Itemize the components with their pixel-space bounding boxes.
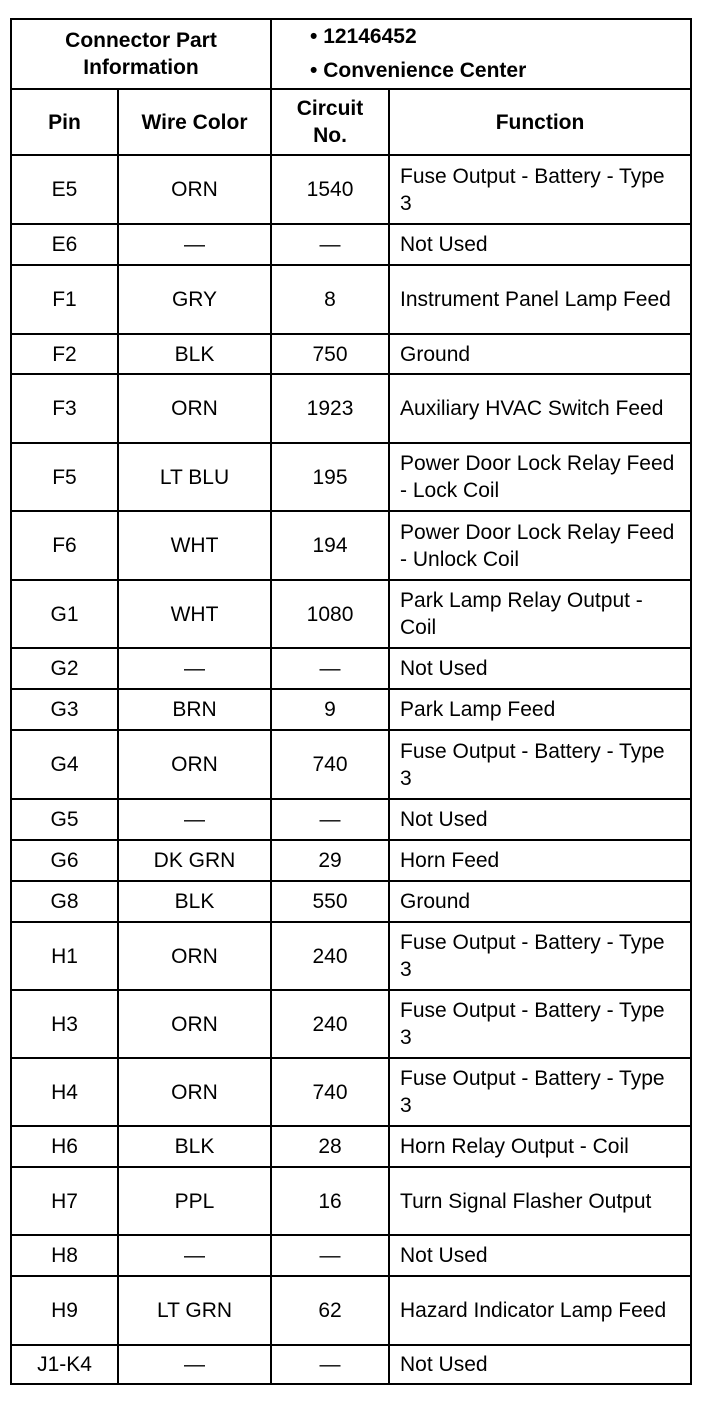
function-cell: Horn Relay Output - Coil bbox=[389, 1126, 691, 1167]
wire-color-cell: BLK bbox=[118, 881, 271, 922]
wire-color-cell: GRY bbox=[118, 265, 271, 334]
pin-cell: G2 bbox=[11, 648, 118, 689]
header-wire-color: Wire Color bbox=[118, 89, 271, 155]
circuit-cell: — bbox=[271, 1345, 389, 1384]
pin-cell: F6 bbox=[11, 511, 118, 580]
circuit-cell: 28 bbox=[271, 1126, 389, 1167]
circuit-cell: 29 bbox=[271, 840, 389, 881]
wire-color-cell: ORN bbox=[118, 1058, 271, 1126]
circuit-cell: 62 bbox=[271, 1276, 389, 1345]
function-cell: Park Lamp Relay Output - Coil bbox=[389, 580, 691, 648]
table-row bbox=[11, 730, 691, 799]
pin-cell: G6 bbox=[11, 840, 118, 881]
circuit-cell: 750 bbox=[271, 334, 389, 374]
pin-cell: H8 bbox=[11, 1235, 118, 1276]
table-row bbox=[11, 1235, 691, 1276]
wire-color-cell: WHT bbox=[118, 511, 271, 580]
table-row bbox=[11, 580, 691, 648]
wire-color-cell: — bbox=[118, 1235, 271, 1276]
circuit-cell: — bbox=[271, 1235, 389, 1276]
wire-color-cell: ORN bbox=[118, 374, 271, 443]
pin-cell: E6 bbox=[11, 224, 118, 265]
pin-cell: H4 bbox=[11, 1058, 118, 1126]
wire-color-cell: BLK bbox=[118, 1126, 271, 1167]
function-cell: Fuse Output - Battery - Type 3 bbox=[389, 1058, 691, 1126]
pin-cell: F5 bbox=[11, 443, 118, 511]
pin-cell: H7 bbox=[11, 1167, 118, 1235]
connector-pin-table bbox=[10, 18, 692, 1385]
table-row bbox=[11, 689, 691, 730]
circuit-cell: 1540 bbox=[271, 155, 389, 224]
pin-cell: F3 bbox=[11, 374, 118, 443]
function-cell: Instrument Panel Lamp Feed bbox=[389, 265, 691, 334]
function-cell: Ground bbox=[389, 334, 691, 374]
circuit-cell: 16 bbox=[271, 1167, 389, 1235]
pin-cell: G8 bbox=[11, 881, 118, 922]
function-cell: Horn Feed bbox=[389, 840, 691, 881]
circuit-cell: 740 bbox=[271, 730, 389, 799]
table-row bbox=[11, 799, 691, 840]
pin-cell: H3 bbox=[11, 990, 118, 1058]
table-row bbox=[11, 648, 691, 689]
pin-cell: E5 bbox=[11, 155, 118, 224]
wire-color-cell: — bbox=[118, 799, 271, 840]
function-cell: Fuse Output - Battery - Type 3 bbox=[389, 155, 691, 224]
wire-color-cell: BRN bbox=[118, 689, 271, 730]
table-row bbox=[11, 1058, 691, 1126]
pin-cell: H6 bbox=[11, 1126, 118, 1167]
pin-cell: F1 bbox=[11, 265, 118, 334]
wire-color-cell: — bbox=[118, 1345, 271, 1384]
pin-cell: G3 bbox=[11, 689, 118, 730]
function-cell: Park Lamp Feed bbox=[389, 689, 691, 730]
function-cell: Not Used bbox=[389, 799, 691, 840]
circuit-cell: 240 bbox=[271, 990, 389, 1058]
circuit-cell: 1080 bbox=[271, 580, 389, 648]
wire-color-cell: LT BLU bbox=[118, 443, 271, 511]
table-row bbox=[11, 1276, 691, 1345]
pin-cell: F2 bbox=[11, 334, 118, 374]
function-cell: Hazard Indicator Lamp Feed bbox=[389, 1276, 691, 1345]
circuit-cell: 194 bbox=[271, 511, 389, 580]
function-cell: Fuse Output - Battery - Type 3 bbox=[389, 990, 691, 1058]
wire-color-cell: — bbox=[118, 224, 271, 265]
wire-color-cell: PPL bbox=[118, 1167, 271, 1235]
circuit-cell: 740 bbox=[271, 1058, 389, 1126]
function-cell: Ground bbox=[389, 881, 691, 922]
table-row bbox=[11, 511, 691, 580]
pin-cell: J1-K4 bbox=[11, 1345, 118, 1384]
function-cell: Not Used bbox=[389, 1345, 691, 1384]
wire-color-cell: LT GRN bbox=[118, 1276, 271, 1345]
connector-info-row bbox=[11, 19, 691, 89]
pin-cell: H1 bbox=[11, 922, 118, 990]
function-cell: Fuse Output - Battery - Type 3 bbox=[389, 922, 691, 990]
table-row bbox=[11, 1126, 691, 1167]
circuit-cell: — bbox=[271, 648, 389, 689]
wire-color-cell: WHT bbox=[118, 580, 271, 648]
wire-color-cell: ORN bbox=[118, 922, 271, 990]
table-row bbox=[11, 840, 691, 881]
header-pin: Pin bbox=[11, 89, 118, 155]
wire-color-cell: DK GRN bbox=[118, 840, 271, 881]
table-row bbox=[11, 224, 691, 265]
function-cell: Power Door Lock Relay Feed - Lock Coil bbox=[389, 443, 691, 511]
table-row bbox=[11, 374, 691, 443]
function-cell: Auxiliary HVAC Switch Feed bbox=[389, 374, 691, 443]
circuit-cell: 9 bbox=[271, 689, 389, 730]
wire-color-cell: ORN bbox=[118, 730, 271, 799]
table-row bbox=[11, 155, 691, 224]
function-cell: Power Door Lock Relay Feed - Unlock Coil bbox=[389, 511, 691, 580]
table-row bbox=[11, 1167, 691, 1235]
wire-color-cell: BLK bbox=[118, 334, 271, 374]
circuit-cell: — bbox=[271, 799, 389, 840]
wire-color-cell: ORN bbox=[118, 155, 271, 224]
function-cell: Fuse Output - Battery - Type 3 bbox=[389, 730, 691, 799]
pin-cell: G1 bbox=[11, 580, 118, 648]
function-cell: Not Used bbox=[389, 1235, 691, 1276]
connector-part-info-label: Connector Part Information bbox=[11, 19, 271, 89]
header-circuit-no: Circuit No. bbox=[271, 89, 389, 155]
table-row bbox=[11, 1345, 691, 1384]
table-row bbox=[11, 922, 691, 990]
circuit-cell: — bbox=[271, 224, 389, 265]
circuit-cell: 240 bbox=[271, 922, 389, 990]
table-row bbox=[11, 334, 691, 374]
wire-color-cell: — bbox=[118, 648, 271, 689]
pin-cell: H9 bbox=[11, 1276, 118, 1345]
part-location: • Convenience Center bbox=[310, 59, 527, 82]
connector-part-info-values bbox=[271, 19, 691, 89]
circuit-cell: 550 bbox=[271, 881, 389, 922]
header-function: Function bbox=[389, 89, 691, 155]
table-row bbox=[11, 881, 691, 922]
pin-cell: G5 bbox=[11, 799, 118, 840]
column-header-row bbox=[11, 89, 691, 155]
function-cell: Turn Signal Flasher Output bbox=[389, 1167, 691, 1235]
table-row bbox=[11, 265, 691, 334]
wire-color-cell: ORN bbox=[118, 990, 271, 1058]
circuit-cell: 8 bbox=[271, 265, 389, 334]
circuit-cell: 195 bbox=[271, 443, 389, 511]
part-number: • 12146452 bbox=[310, 25, 417, 48]
table-row bbox=[11, 990, 691, 1058]
circuit-cell: 1923 bbox=[271, 374, 389, 443]
function-cell: Not Used bbox=[389, 648, 691, 689]
pin-cell: G4 bbox=[11, 730, 118, 799]
function-cell: Not Used bbox=[389, 224, 691, 265]
table-row bbox=[11, 443, 691, 511]
